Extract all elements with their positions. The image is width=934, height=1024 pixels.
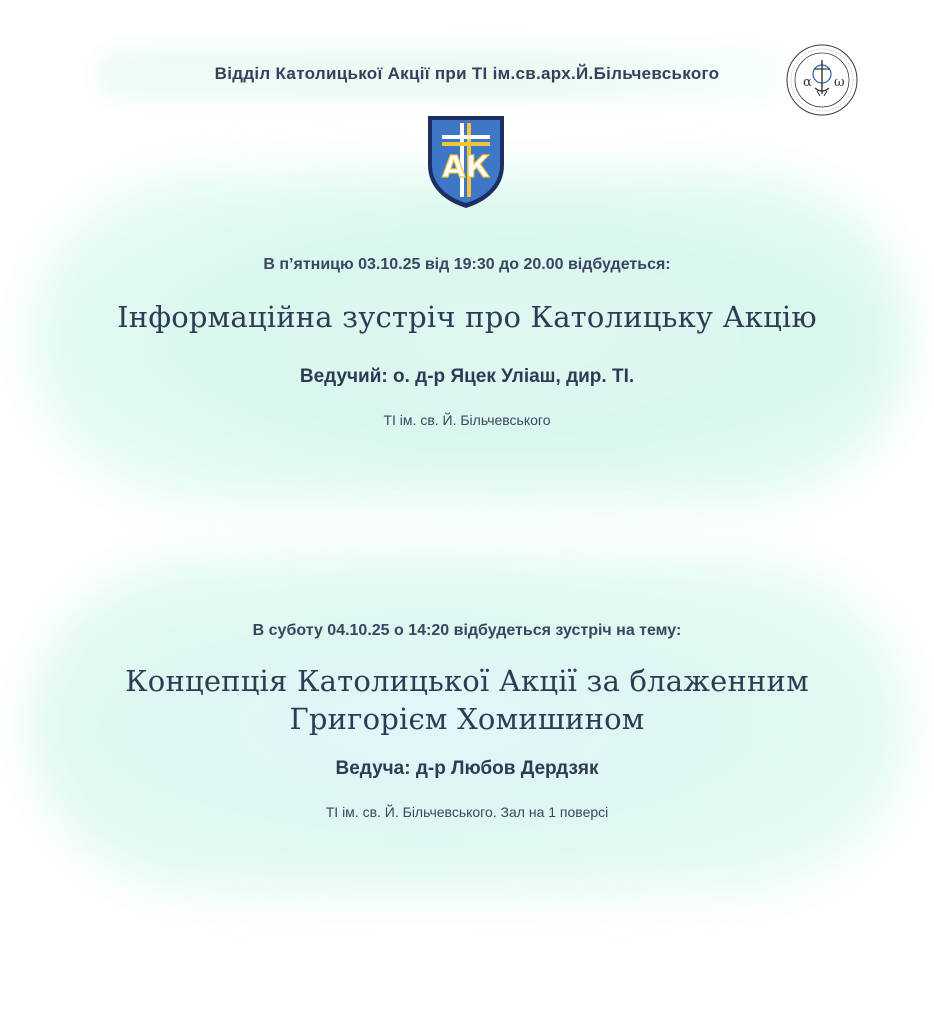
event2-place: ТІ ім. св. Й. Більчевського. Зал на 1 поверсі — [325, 804, 609, 820]
event1-intro: В п’ятницю 03.10.25 від 19:30 до 20.00 відбудеться: — [263, 256, 671, 273]
event2-host: Ведуча: д-р Любов Дердзяк — [335, 758, 599, 779]
catholic-action-emblem-icon — [425, 113, 507, 211]
event2-title-line1: Концепція Католицької Акції за блаженним — [125, 664, 809, 698]
event2-title-line2: Григорієм Хомишином — [289, 702, 645, 736]
event1-title: Інформаційна зустріч про Католицьку Акцію — [117, 300, 817, 334]
header-title: Відділ Католицької Акції при ТІ ім.св.арх.Й.Більчевського — [214, 64, 720, 83]
event1-host: Ведучий: о. д-р Яцек Уліаш, дир. ТІ. — [299, 366, 635, 387]
seal-omega: ω — [834, 75, 845, 90]
seal-alpha: α — [803, 75, 812, 90]
event1-glow — [30, 170, 910, 505]
event1-place: ТІ ім. св. Й. Більчевського — [383, 412, 551, 428]
institute-seal-icon — [784, 42, 860, 118]
emblem-letters: АК — [442, 150, 490, 185]
event2-intro: В суботу 04.10.25 о 14:20 відбудеться зустріч на тему: — [252, 622, 682, 639]
